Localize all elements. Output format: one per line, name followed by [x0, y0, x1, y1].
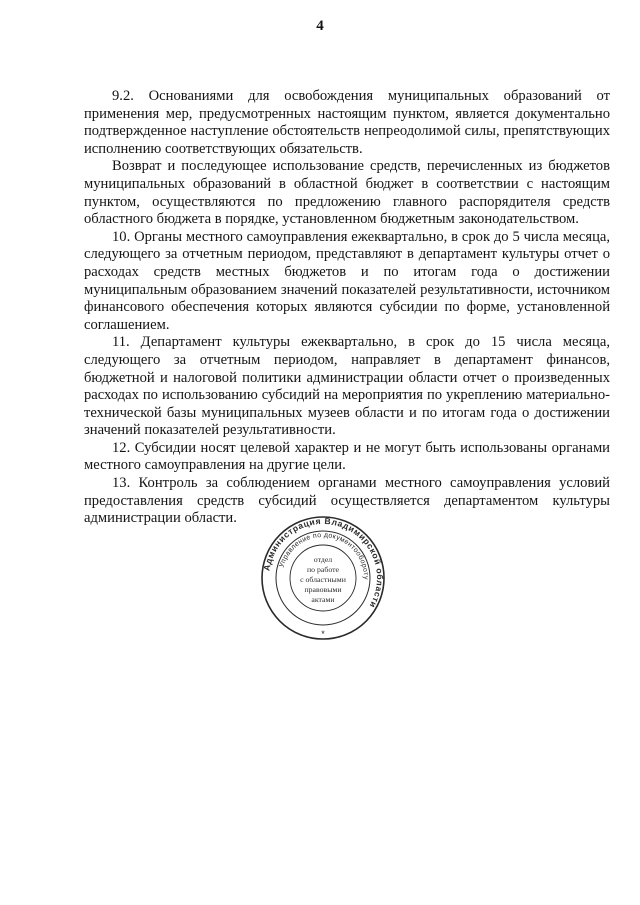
paragraph-refund: Возврат и последующее использование средств, перечисленных из бюджетов муниципальных образований в областной бюджет в соответствии с настоящим пунктом, осуществляются по предложению главного распорядителя средств областного бюджета в порядке, установленном бюджетным законодательством.	[84, 158, 610, 228]
official-seal	[261, 516, 385, 640]
paragraph-11: 11. Департамент культуры ежеквартально, в срок до 15 числа месяца, следующего за отчетным периодом, направляет в департамент финансов, бюджетной и налоговой политики администрации области отчет о произведенных расходах по использованию субсидий на мероприятия по укреплению материально-технической базы муниципальных музеев области и по итогам года о достижении значений показателей результативности.	[84, 334, 610, 439]
seal-inner-text: Управление по документообороту	[278, 531, 370, 580]
seal-star: *	[321, 629, 325, 639]
paragraph-13: 13. Контроль за соблюдением органами местного самоуправления условий предоставления средств субсидий осуществляется департаментом культуры администрации области.	[84, 475, 610, 527]
seal-center-line-1: отдел	[313, 555, 333, 564]
paragraph-10: 10. Органы местного самоуправления ежеквартально, в срок до 5 числа месяца, следующего за отчетным периодом, представляют в департамент культуры отчет о расходах средств местных бюджетов и по итогам года о достижении муниципальным образованием значений показателей результативности, источником финансового обеспечения которых являются субсидии по форме, установленной соглашением.	[84, 228, 610, 333]
seal-center-line-2: по работе	[306, 565, 340, 574]
seal-center-line-3: с областными	[300, 575, 346, 584]
seal-center	[300, 555, 346, 604]
seal-outer-text: Администрация Владимирской области	[261, 516, 385, 611]
seal-center-line-4: правовыми	[304, 585, 342, 594]
paragraph-9-2: 9.2. Основаниями для освобождения муниципальных образований от применения мер, предусмотренных настоящим пунктом, является документально подтвержденное наступление обстоятельств непреодолимой силы, препятствующих исполнению соответствующих обязательств.	[84, 88, 610, 157]
seal-center-line-5: актами	[311, 595, 335, 604]
paragraph-12: 12. Субсидии носят целевой характер и не могут быть использованы органами местного самоуправления на другие цели.	[84, 439, 610, 474]
page-number: 4	[316, 18, 324, 34]
document-body	[84, 88, 610, 528]
